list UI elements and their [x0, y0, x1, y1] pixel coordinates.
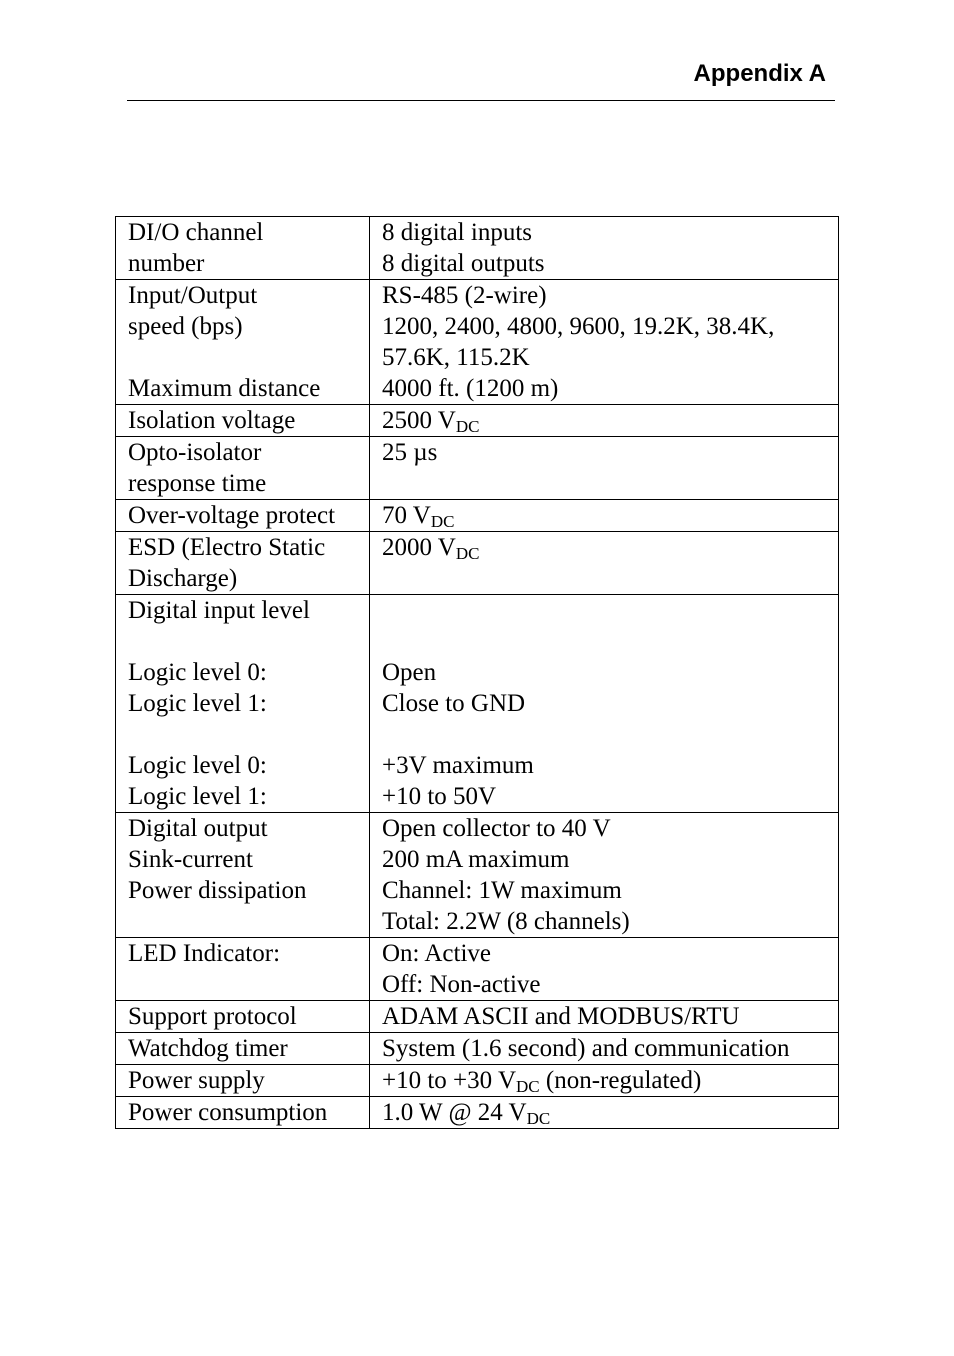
header-divider [127, 100, 835, 101]
spec-value-cell-line: 70 $V_{DC}$ [382, 502, 455, 531]
spec-value-cell-line: +3V maximum [382, 752, 534, 779]
spec-label-cell [116, 500, 370, 532]
spec-label-cell-line: Power supply [128, 1067, 265, 1094]
spec-label-cell-line: Logic level 0: [128, 752, 267, 779]
subscript: DC [455, 417, 480, 436]
specifications-table-body [116, 217, 839, 1129]
subscript: DC [430, 512, 455, 531]
spec-label-cell-line: Watchdog timer [128, 1035, 288, 1062]
spec-value-cell [370, 1065, 839, 1097]
spec-value-cell-line: System (1.6 second) and communication [382, 1035, 790, 1062]
spec-value-cell [370, 217, 839, 280]
spec-label-cell-line: ESD (Electro Static [128, 534, 326, 561]
spec-value-cell-line: +10 to +30 $V_{DC}$ (non-regulated) [382, 1067, 702, 1096]
spec-label-cell-line: number [128, 250, 205, 277]
spec-value-cell [370, 405, 839, 437]
spec-value-cell-line: 57.6K, 115.2K [382, 344, 530, 371]
spec-label-cell-line: speed (bps) [128, 313, 243, 340]
spec-label-cell [116, 595, 370, 813]
spec-label-cell [116, 532, 370, 595]
spec-row [116, 280, 839, 405]
spec-value-cell-line: Channel: 1W maximum [382, 877, 622, 904]
spec-row [116, 217, 839, 280]
spec-value-cell-line: 200 mA maximum [382, 846, 570, 873]
spec-value-cell-line: Off: Non-active [382, 971, 541, 998]
spec-row [116, 813, 839, 938]
spec-label-cell-line: Opto-isolator [128, 439, 262, 466]
subscript: DC [516, 1077, 540, 1096]
subscript: DC [455, 544, 480, 563]
spec-label-cell-line: Sink-current [128, 846, 253, 873]
spec-value-cell [370, 1097, 839, 1129]
spec-label-cell-line: Over-voltage protect [128, 502, 336, 529]
spec-label-cell [116, 938, 370, 1001]
spec-value-cell-line: Close to GND [382, 690, 526, 717]
spec-label-cell-line: Input/Output [128, 282, 258, 309]
spec-label-cell [116, 813, 370, 938]
page-header-title: Appendix A [693, 60, 826, 87]
spec-label-cell-line: DI/O channel [128, 219, 264, 246]
spec-label-cell-line: Digital output [128, 815, 268, 842]
spec-label-cell-line: response time [128, 470, 267, 497]
spec-value-cell-line: 2500 $V_{DC}$ [382, 407, 480, 436]
spec-label-cell-line: LED Indicator: [128, 940, 281, 967]
spec-value-cell [370, 595, 839, 813]
spec-label-cell [116, 405, 370, 437]
spec-value-cell-line: ADAM ASCII and MODBUS/RTU [382, 1003, 740, 1030]
spec-value-cell-line [382, 626, 838, 657]
spec-value-cell [370, 938, 839, 1001]
spec-label-cell-line: Digital input level [128, 597, 310, 624]
spec-label-cell-line: Power dissipation [128, 877, 307, 904]
spec-value-cell-line: +10 to 50V [382, 783, 497, 810]
spec-label-cell-line: Logic level 1: [128, 690, 267, 717]
spec-row [116, 405, 839, 437]
specifications-table [115, 216, 839, 1129]
spec-value-cell-line: 8 digital inputs [382, 219, 532, 246]
subscript: DC [526, 1109, 551, 1128]
spec-label-cell [116, 1001, 370, 1033]
spec-label-cell [116, 1097, 370, 1129]
spec-label-cell-line: Power consumption [128, 1099, 328, 1126]
spec-row [116, 1065, 839, 1097]
spec-value-cell-line [382, 719, 838, 750]
spec-value-cell-line: RS-485 (2-wire) [382, 282, 547, 309]
spec-row [116, 532, 839, 595]
spec-label-cell-line [128, 342, 369, 373]
spec-value-cell-line: 4000 ft. (1200 m) [382, 375, 559, 402]
spec-value-cell [370, 532, 839, 595]
spec-value-cell-line: On: Active [382, 940, 492, 967]
spec-row [116, 1033, 839, 1065]
spec-label-cell [116, 217, 370, 280]
spec-label-cell-line [128, 626, 369, 657]
spec-label-cell-line: Maximum distance [128, 375, 321, 402]
spec-value-cell-line: Open collector to 40 V [382, 815, 611, 842]
spec-row [116, 1097, 839, 1129]
spec-row [116, 1001, 839, 1033]
spec-value-cell [370, 1033, 839, 1065]
spec-value-cell-line [382, 595, 838, 626]
spec-value-cell [370, 500, 839, 532]
spec-value-cell [370, 437, 839, 500]
spec-row [116, 595, 839, 813]
spec-value-cell-line: 8 digital outputs [382, 250, 545, 277]
spec-label-cell-line: Logic level 0: [128, 659, 267, 686]
spec-value-cell-line: 1.0 W @ 24 $V_{DC}$ [382, 1099, 551, 1128]
spec-label-cell [116, 1065, 370, 1097]
spec-label-cell [116, 437, 370, 500]
spec-value-cell-line: Total: 2.2W (8 channels) [382, 908, 630, 935]
spec-value-cell-line: Open [382, 659, 437, 686]
spec-label-cell-line [128, 719, 369, 750]
spec-label-cell-line: Isolation voltage [128, 407, 296, 434]
spec-value-cell-line: 25 µs [382, 439, 438, 466]
spec-row [116, 437, 839, 500]
spec-value-cell [370, 813, 839, 938]
spec-value-cell [370, 1001, 839, 1033]
spec-row [116, 500, 839, 532]
spec-value-cell-line: 1200, 2400, 4800, 9600, 19.2K, 38.4K, [382, 313, 775, 340]
spec-label-cell-line: Logic level 1: [128, 783, 267, 810]
spec-label-cell [116, 280, 370, 405]
spec-row [116, 938, 839, 1001]
spec-label-cell [116, 1033, 370, 1065]
spec-label-cell-line: Discharge) [128, 565, 238, 592]
spec-value-cell [370, 280, 839, 405]
spec-label-cell-line: Support protocol [128, 1003, 297, 1030]
spec-value-cell-line: 2000 $V_{DC}$ [382, 534, 480, 563]
